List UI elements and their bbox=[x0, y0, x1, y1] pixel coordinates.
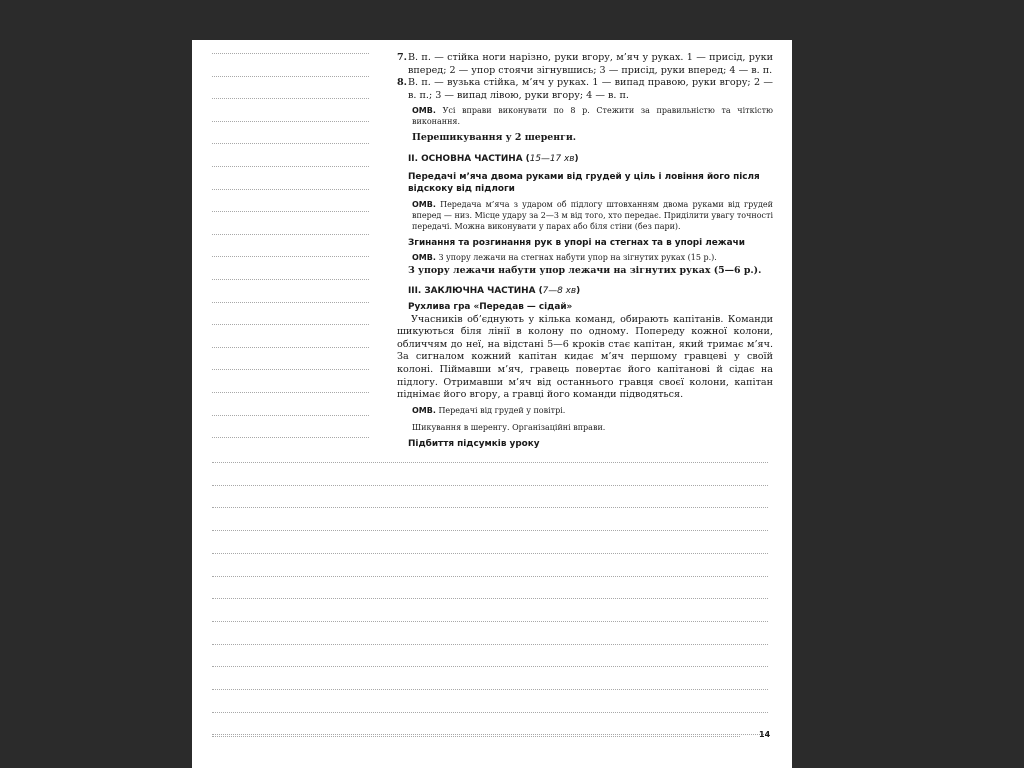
note-line bbox=[212, 189, 369, 190]
omv-label: ОМВ. bbox=[412, 199, 436, 209]
lineup-text: Шикування в шеренгу. Організаційні вправи. bbox=[412, 422, 606, 432]
note-line bbox=[212, 485, 768, 486]
note-line bbox=[212, 712, 768, 713]
omv-note bbox=[412, 199, 773, 232]
omv-label: ОМВ. bbox=[412, 106, 436, 116]
section-3-heading bbox=[408, 285, 773, 297]
section-title: II. ОСНОВНА ЧАСТИНА ( bbox=[408, 153, 530, 164]
note-line bbox=[212, 462, 768, 463]
omv-text: Передачі від грудей у повітрі. bbox=[438, 405, 566, 415]
item-number: 8. bbox=[397, 77, 408, 89]
note-line bbox=[212, 279, 369, 280]
omv-note bbox=[412, 252, 773, 263]
note-line bbox=[212, 644, 768, 645]
note-line bbox=[212, 211, 369, 212]
omv-note bbox=[412, 105, 773, 127]
game-description: Учасників об’єднують у кілька команд, обирають капітанів. Команди шикуються біля лінії в колону по одному. Попереду кожної колони, обличчям до неї, на відстані 5—6 кроків стає капітан, який тримає м’яч. За сигналом кожний капітан кидає м’яч першому гравцеві у своїй колоні. Піймавши м’яч, гравець повертає його капітанові й сідає на підлогу. Отримавши м’яч від останнього гравця своєї колони, капітан піднімає його вгору, а гравці його команди підводяться. bbox=[397, 313, 773, 401]
note-line bbox=[212, 53, 369, 54]
note-line bbox=[212, 415, 369, 416]
note-line bbox=[212, 302, 369, 303]
summary-heading: Підбиття підсумків уроку bbox=[408, 438, 540, 449]
omv-label: ОМВ. bbox=[412, 405, 436, 415]
note-line bbox=[212, 234, 369, 235]
note-line bbox=[212, 437, 369, 438]
exercise-item-8 bbox=[397, 77, 773, 102]
section-close: ) bbox=[574, 153, 579, 164]
section-title: III. ЗАКЛЮЧНА ЧАСТИНА ( bbox=[408, 285, 543, 296]
note-line bbox=[212, 256, 369, 257]
omv-text: З упору лежачи на стегнах набути упор на зігнутих руках (15 р.). bbox=[438, 252, 717, 262]
note-line bbox=[212, 369, 369, 370]
note-line bbox=[212, 76, 369, 77]
note-line bbox=[212, 166, 369, 167]
game-title: Рухлива гра «Передав — сідай» bbox=[408, 301, 573, 312]
lesson-content bbox=[397, 52, 773, 450]
omv-text: Передача м’яча з ударом об підлогу штовханням двома руками від грудей вперед — низ. Місце удару за 2—3 м від того, хто передає. Приділити увагу точності передачі. Можна виконувати у парах або біля стіни (без пари). bbox=[412, 199, 773, 231]
note-line bbox=[212, 736, 740, 737]
exercise-1-title: Передачі м’яча двома руками від грудей у ціль і ловіння його після відскоку від підлоги bbox=[408, 171, 760, 194]
page bbox=[192, 40, 792, 768]
section-time: 7—8 хв bbox=[542, 285, 577, 296]
exercise-item-7 bbox=[397, 52, 773, 77]
item-number: 7. bbox=[397, 52, 408, 63]
section-time: 15—17 хв bbox=[529, 153, 575, 164]
note-line bbox=[212, 324, 369, 325]
note-line bbox=[212, 98, 369, 99]
section-2-heading bbox=[408, 153, 773, 165]
regroup-text: Перешикування у 2 шеренги. bbox=[412, 132, 577, 144]
note-line bbox=[212, 598, 768, 599]
note-line bbox=[212, 143, 369, 144]
omv-text: Усі вправи виконувати по 8 р. Стежити за правильністю та чіткістю виконання. bbox=[412, 106, 773, 127]
item-text: В. п. — вузька стійка, м’яч у руках. 1 — випад правою, руки вгору; 2 — в. п.; 3 — випад лівою, руки вгору; 4 — в. п. bbox=[408, 77, 773, 101]
omv-label: ОМВ. bbox=[412, 252, 436, 262]
section-close: ) bbox=[576, 285, 581, 296]
exercise-2-title: Згинання та розгинання рук в упорі на стегнах та в упорі лежачи bbox=[408, 237, 745, 248]
item-text: В. п. — стійка ноги нарізно, руки вгору, м’яч у руках. 1 — присід, руки вперед; 2 — упор стоячи зігнувшись; 3 — присід, руки вперед; 4 — в. п. bbox=[408, 52, 773, 76]
note-line bbox=[212, 347, 369, 348]
note-line bbox=[212, 553, 768, 554]
note-line bbox=[212, 507, 768, 508]
exercise-3-text: З упору лежачи набути упор лежачи на зігнутих руках (5—6 р.). bbox=[408, 264, 762, 276]
note-line bbox=[212, 530, 768, 531]
note-line bbox=[212, 621, 768, 622]
note-line bbox=[212, 576, 768, 577]
note-line bbox=[212, 689, 768, 690]
note-line bbox=[212, 666, 768, 667]
page-number: 14 bbox=[759, 730, 771, 739]
omv-note bbox=[412, 405, 773, 416]
note-line bbox=[212, 392, 369, 393]
note-line bbox=[212, 121, 369, 122]
